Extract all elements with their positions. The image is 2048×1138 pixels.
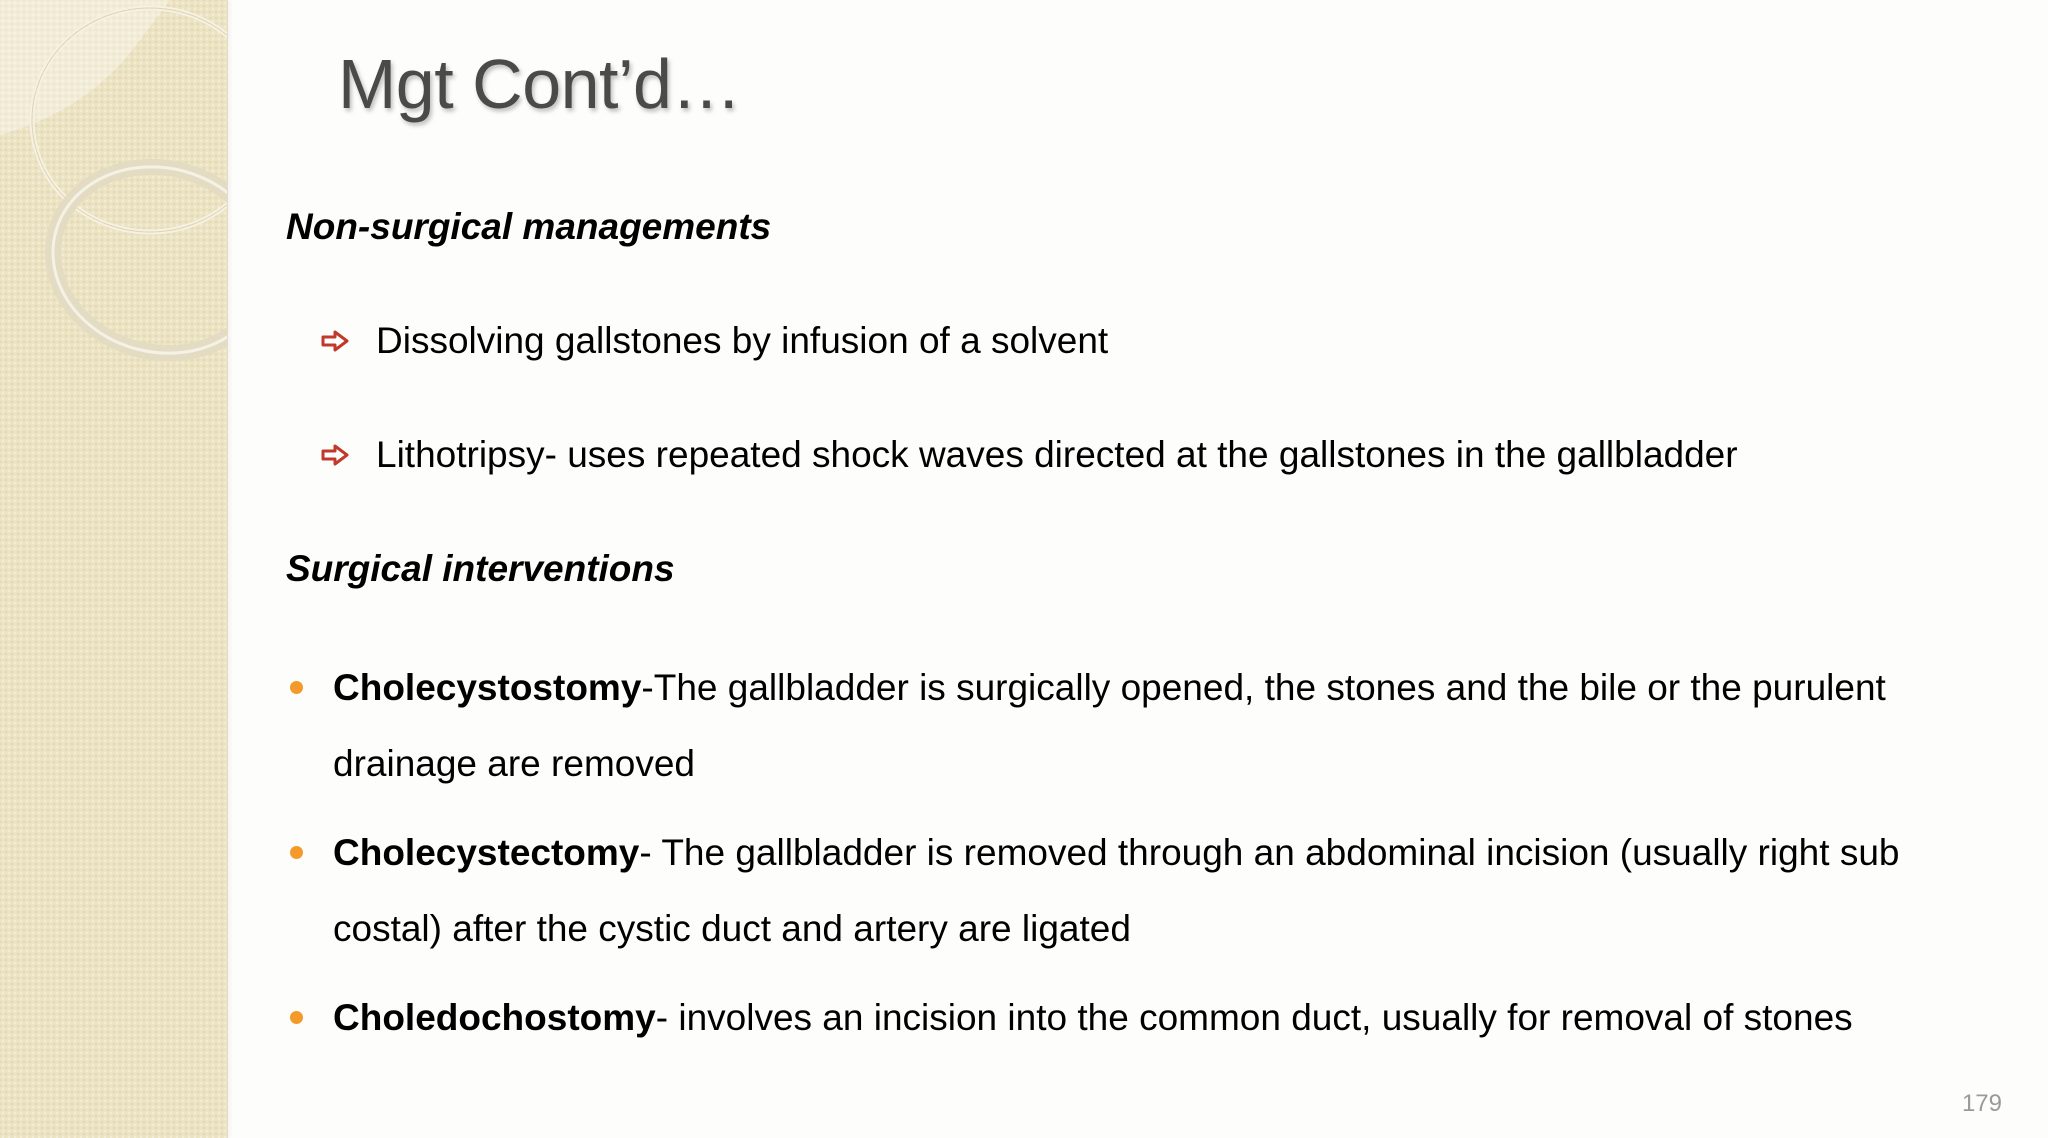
term-description: -The gallbladder is surgically opened, the stones and the bile or the purulent drainage are removed [333,667,1886,784]
right-arrow-outline-icon [320,330,350,352]
dot-icon [290,846,303,859]
list-item-text: Lithotripsy- uses repeated shock waves directed at the gallstones in the gallbladder [376,434,1738,475]
right-arrow-outline-icon [320,444,350,466]
list-item-text [333,650,1986,802]
term-description: - The gallbladder is removed through an abdominal incision (usually right sub costal) after the cystic duct and artery are ligated [333,832,1900,949]
list-item-text [333,815,1986,967]
term-description: - involves an incision into the common duct, usually for removal of stones [655,997,1853,1038]
list-item-text [333,980,1986,1056]
dot-icon [290,681,303,694]
page-number: 179 [1961,1090,2002,1117]
term: Cholecystostomy [333,667,642,708]
list-item [320,320,1108,362]
list-item [286,815,1986,967]
term: Cholecystectomy [333,832,640,873]
surgical-heading: Surgical interventions [286,548,675,589]
list-item [286,650,1986,802]
slide-title: Mgt Cont’d… [338,45,741,123]
term: Choledochostomy [333,997,656,1038]
list-item [320,434,1738,476]
non-surgical-heading: Non-surgical managements [286,206,772,247]
list-item [286,980,1986,1056]
dot-icon [290,1011,303,1024]
list-item-text: Dissolving gallstones by infusion of a solvent [376,320,1109,361]
